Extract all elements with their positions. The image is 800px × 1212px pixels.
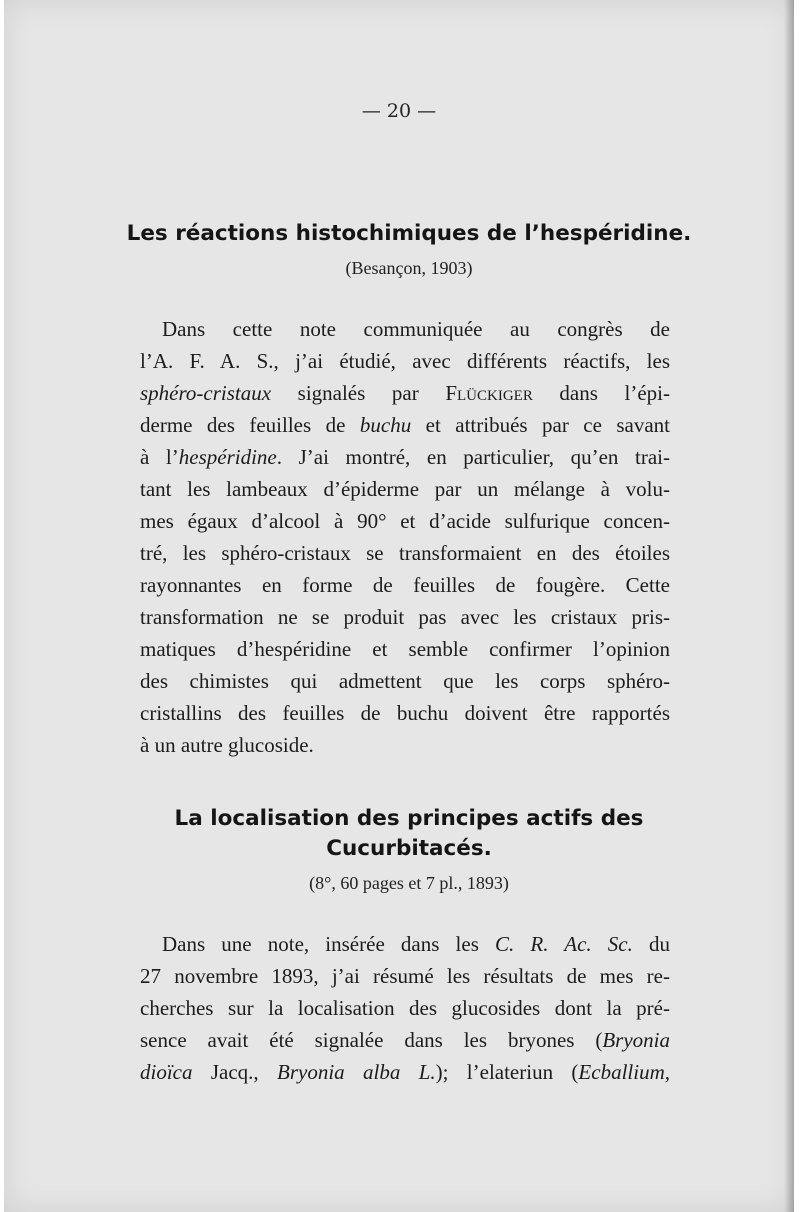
- section1-line-9: rayonnantes en forme de feuilles de fougère. Cette: [140, 573, 670, 597]
- section1-line-2: l’A. F. A. S., j’ai étudié, avec différents réactifs, les: [140, 349, 670, 373]
- section1-line-8: tré, les sphéro-cristaux se transformaient en des étoiles: [140, 541, 670, 565]
- section2-title-line-2: Cucurbitacés.: [326, 836, 492, 861]
- page-edge-shadow: [784, 0, 794, 1212]
- section2-line-5: dioïca Jacq., Bryonia alba L.); l’elateriun (Ecballium,: [140, 1060, 670, 1084]
- section1-line-11: matiques d’hespéridine et semble confirmer l’opinion: [140, 637, 670, 661]
- section2-line-4: sence avait été signalée dans les bryones (Bryonia: [140, 1028, 670, 1052]
- section1-line-1: Dans cette note communiquée au congrès de: [162, 317, 670, 341]
- section2-title: [104, 804, 714, 864]
- section1-line-12: des chimistes qui admettent que les corps sphéro-: [140, 669, 670, 693]
- section2-title-line-1: La localisation des principes actifs des: [174, 806, 644, 831]
- section1-title: Les réactions histochimiques de l’hespéridine.: [126, 221, 692, 246]
- section1-line-14: à un autre glucoside.: [140, 733, 314, 757]
- section2-line-2: 27 novembre 1893, j’ai résumé les résultats de mes re-: [140, 964, 670, 988]
- section1-line-4: derme des feuilles de buchu et attribués par ce savant: [140, 413, 670, 437]
- section1-line-6: tant les lambeaux d’épiderme par un mélange à volu-: [140, 477, 670, 501]
- document-page: [4, 0, 794, 1212]
- section1-line-7: mes égaux d’alcool à 90° et d’acide sulfurique concen-: [140, 509, 670, 533]
- section2-meta: (8°, 60 pages et 7 pl., 1893): [309, 873, 509, 893]
- section1-meta: (Besançon, 1903): [345, 258, 473, 278]
- section1-line-3: sphéro-cristaux signalés par Flückiger dans l’épi-: [140, 381, 670, 405]
- section1-line-10: transformation ne se produit pas avec les cristaux pris-: [140, 605, 670, 629]
- section2-line-3: cherches sur la localisation des glucosides dont la pré-: [140, 996, 670, 1020]
- page-number: — 20 —: [361, 100, 437, 122]
- section1-line-5: à l’hespéridine. J’ai montré, en particulier, qu’en trai-: [140, 445, 670, 469]
- section2-line-1: Dans une note, insérée dans les C. R. Ac. Sc. du: [162, 932, 670, 956]
- section1-line-13: cristallins des feuilles de buchu doivent être rapportés: [140, 701, 670, 725]
